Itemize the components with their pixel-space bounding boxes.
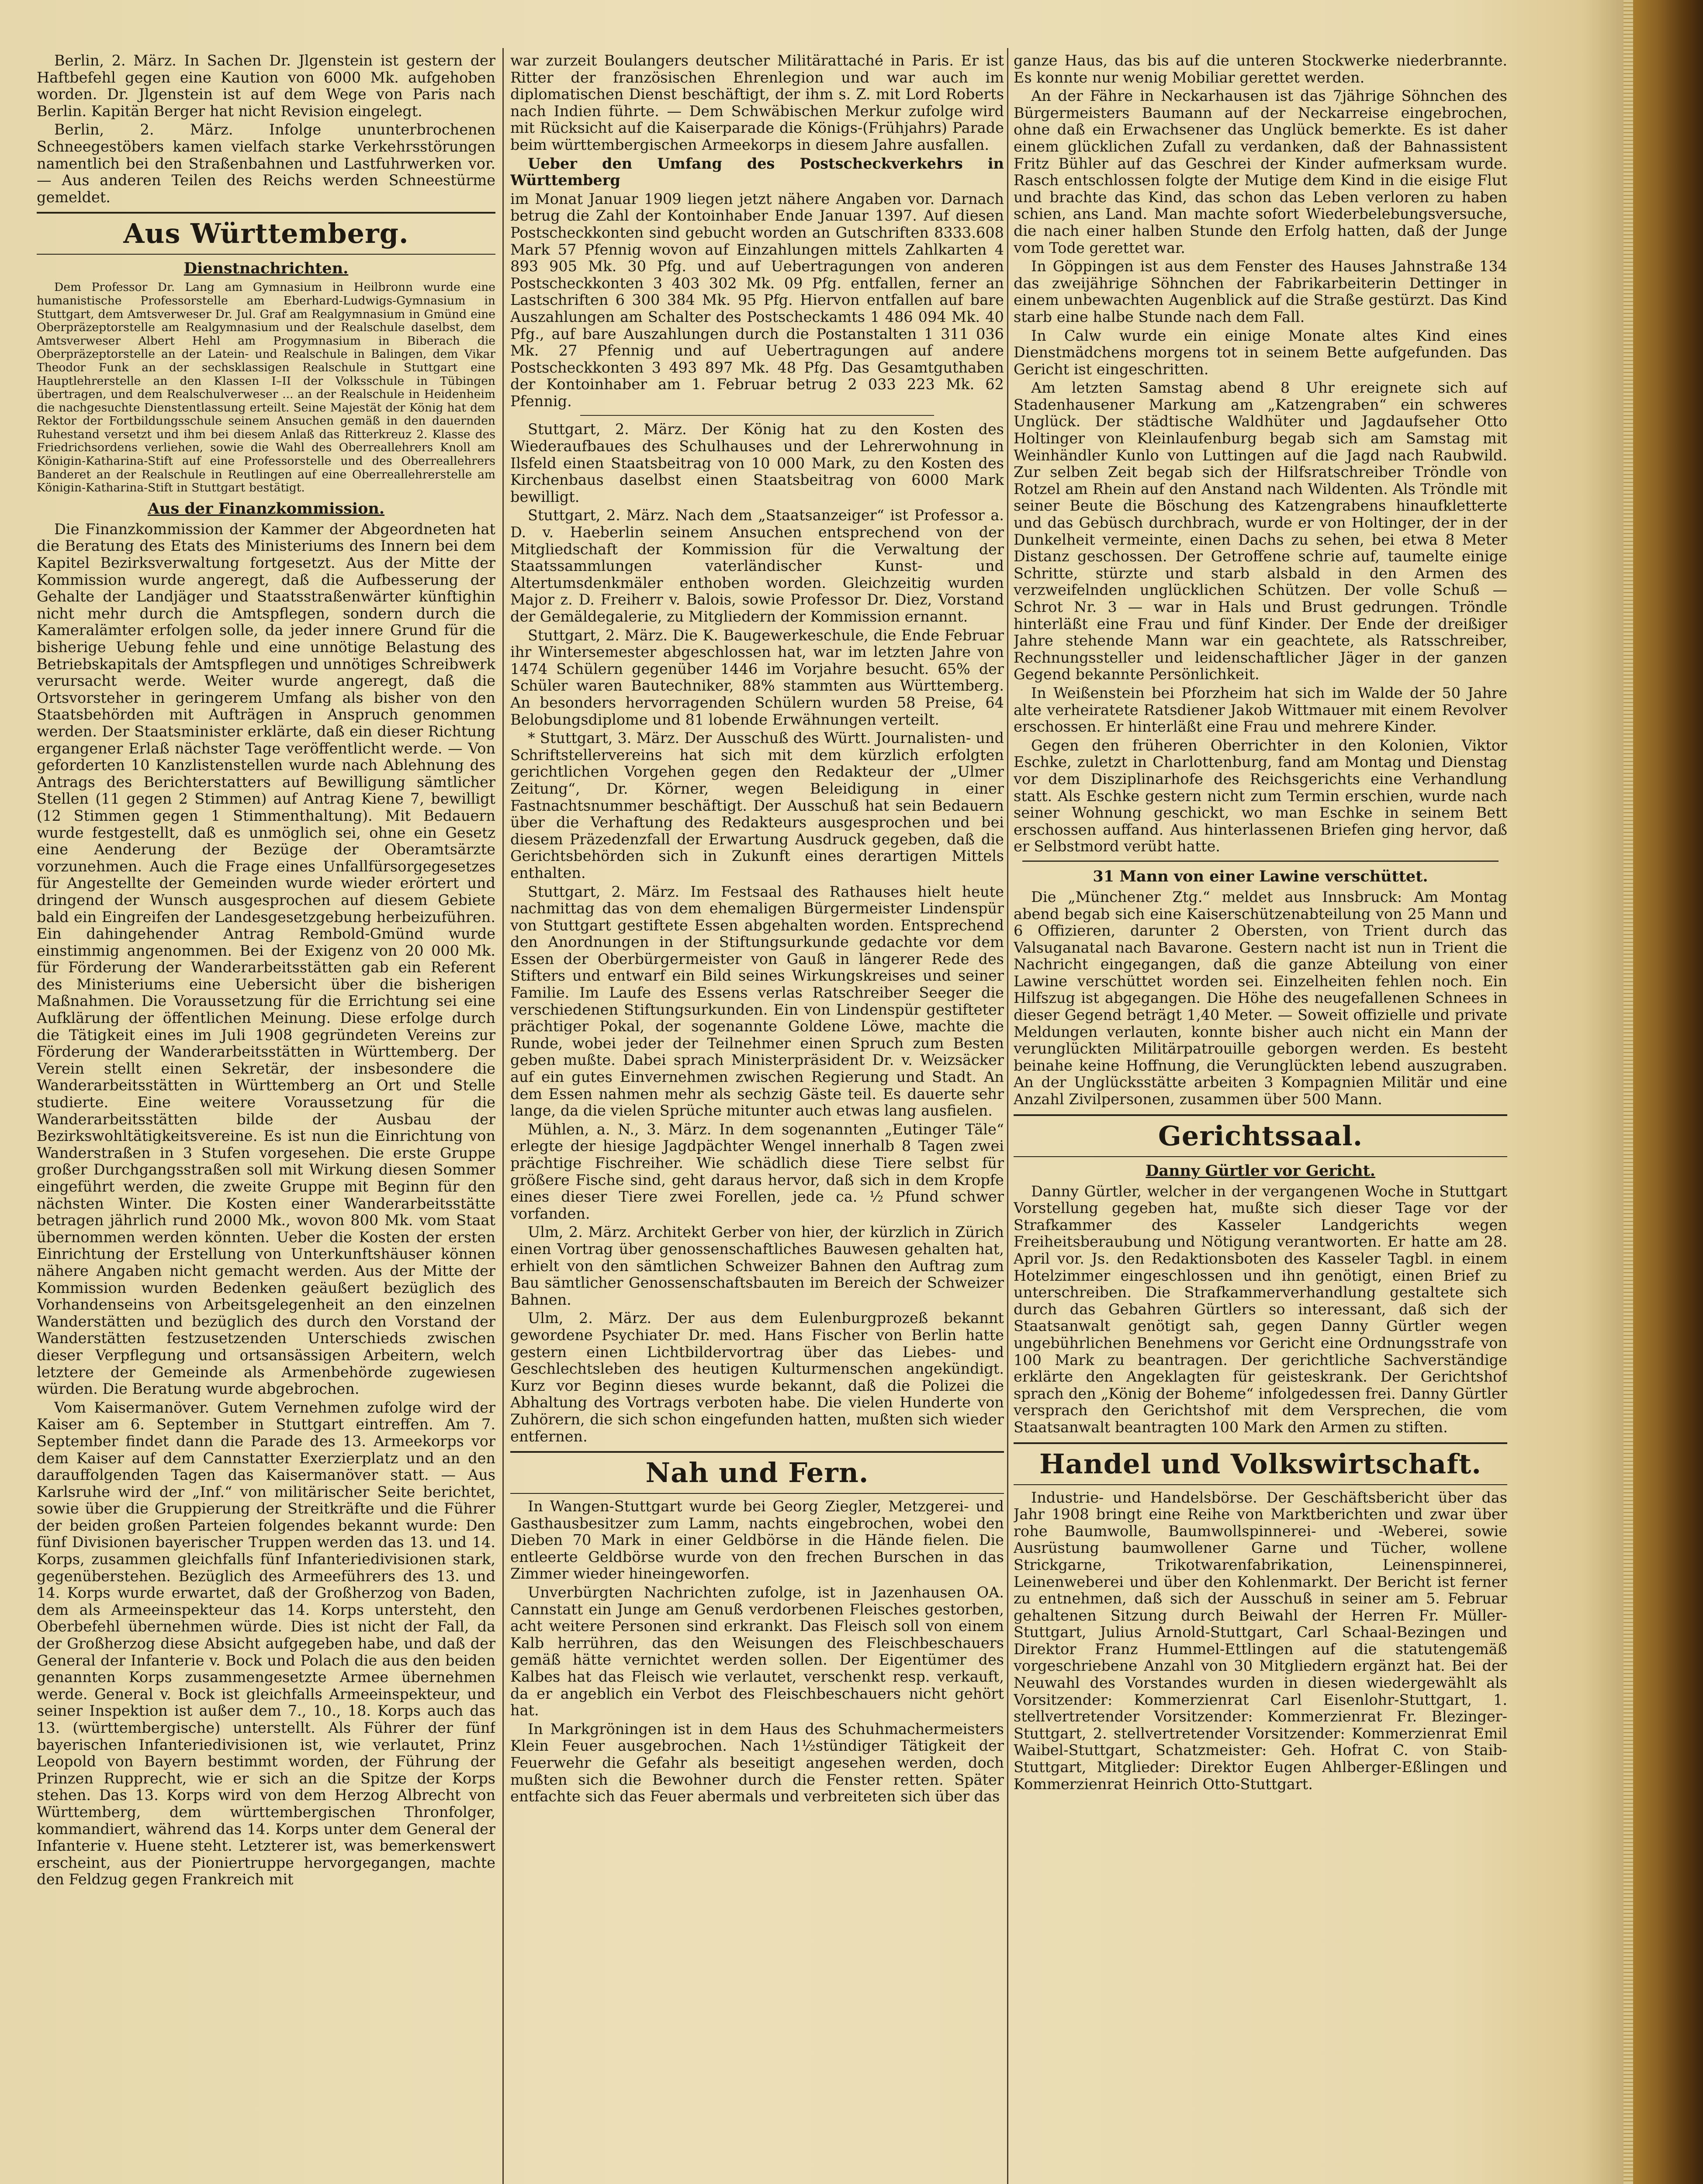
section-heading-handel: Handel und Volkswirtschaft.: [1014, 1442, 1507, 1485]
column-3: [1014, 52, 1507, 2184]
section-heading-wuerttemberg: Aus Württemberg.: [37, 212, 495, 255]
column-1: [37, 52, 495, 2184]
article-markgroeningen: In Markgröningen ist in dem Haus des Schuhmachermeisters Klein Feuer ausgebrochen. Nach 1½stündiger Tätigkeit der Feuerwehr die Gefahr als beseitigt angesehen werden, doch mußten sich die Bewohner durch die Fenster retten. Später entfachte sich das Feuer abermals und verbreiteten sich über das: [510, 1720, 1004, 1805]
article-wangen: In Wangen-Stuttgart wurde bei Georg Ziegler, Metzgerei- und Gasthausbesitzer zum Lamm, nachts eingebrochen, wobei den Dieben 70 Mark in einer Geldbörse in die Hände fielen. Die entleerte Geldbörse wurde von den frechen Burschen in das Zimmer wieder hineingeworfen.: [510, 1498, 1004, 1583]
article-goeppingen: In Göppingen ist aus dem Fenster des Hauses Jahnstraße 134 das zweijährige Söhnchen der Fabrikarbeiterin Dettinger in einem unbewachten Augenblick auf die Straße gestürzt. Das Kind starb eine halbe Stunde nach dem Fall.: [1014, 258, 1507, 325]
article-stuttgart-5: Stuttgart, 2. März. Im Festsaal des Rathauses hielt heute nachmittag das von dem ehemaligen Bürgermeister Lindenspür von Stuttgart gestiftete Essen abgehalten worden. Entsprechend den Anordnungen in der Stiftungsurkunde gedachte vor dem Essen der Oberbürgermeister von Gauß in längerer Rede des Stifters und entwarf ein Bild seines Wirkungskreises und seiner Familie. Im Laufe des Essens verlas Ratschreiber Seeger die verschiedenen Stiftungsurkunden. Ein von Lindenspür gestifteter prächtiger Pokal, der sogenannte Goldene Löwe, machte die Runde, wobei jeder der Teilnehmer einen Spruch zum Besten geben mußte. Dabei sprach Ministerpräsident Dr. v. Weizsäcker auf ein gutes Einvernehmen zwischen Regierung und Stadt. An dem Essen nahmen mehr als sechzig Gäste teil. Es dauerte sehr lange, da die vielen Sprüche mitunter auch etwas lang ausfielen.: [510, 883, 1004, 1120]
section-heading-nah-und-fern: Nah und Fern.: [510, 1451, 1004, 1494]
heading-finanzkommission: Aus der Finanzkommission.: [147, 499, 385, 518]
heading-lawine: 31 Mann von einer Lawine verschüttet.: [1093, 867, 1428, 885]
article-kaisermanoever: Vom Kaisermanöver. Gutem Vernehmen zufolge wird der Kaiser am 6. September in Stuttgart eintreffen. Am 7. September findet dann die Parade des 13. Armeekorps vor dem Kaiser auf dem Cannstatter Exerzierplatz und an den darauffolgenden Tagen das Kaisermanöver statt. — Aus Karlsruhe wird der „Inf.“ von militärischer Seite berichtet, sowie über die Gruppierung der Streitkräfte und die Führer der beiden großen Parteien folgendes bekannt wurde: Den fünf Divisionen bayerischer Truppen werden das 13. und 14. Korps, zusammen gleichfalls fünf Infanteriedivisionen stark, gegenüberstehen. Bezüglich des Armeeführers des 13. und 14. Korps wurde erwartet, daß der Großherzog von Baden, dem als Armeeinspekteur das 14. Korps untersteht, den Oberbefehl übernehmen würde. Dies ist nicht der Fall, da der Großherzog diese Absicht aufgegeben habe, und daß der General der Infanterie v. Bock und Polach die aus den beiden genannten Korps zusammengesetzte Armee übernehmen werde. General v. Bock ist gleichfalls Armeeinspekteur, und seiner Inspektion ist außer dem 7., 10., 18. Korps auch das 13. (württembergische) unterstellt. Als Führer der fünf bayerischen Infanteriedivisionen ist, wie verlautet, Prinz Leopold von Bayern bestimmt worden, der Führung der Prinzen Rupprecht, wie er sich an die Spitze der Korps stehen. Das 13. Korps wird von dem Herzog Albrecht von Württemberg, dem württembergischen Thronfolger, kommandiert, während das 14. Korps unter dem General der Infanterie v. Huene steht. Letzterer ist, was bemerkenswert erscheint, aus der Pioniertruppe hervorgegangen, machte den Feldzug gegen Frankreich mit: [37, 1399, 495, 1888]
article-danny-guertler: Danny Gürtler, welcher in der vergangenen Woche in Stuttgart Vorstellung gegeben hat, mußte sich dieser Tage vor der Strafkammer des Kasseler Landgerichts wegen Freiheitsberaubung und Nötigung verantworten. Er hatte am 28. April vor. Js. den Redaktionsboten des Kasseler Tagbl. in einem Hotelzimmer eingeschlossen und ihn genötigt, einen Brief zu unterschreiben. Die Strafkammerverhandlung gestaltete sich durch das Gebahren Gürtlers so interessant, daß sich der Staatsanwalt genötigt sah, gegen Danny Gürtler wegen ungebührlichen Benehmens vor Gericht eine Ordnungsstrafe von 100 Mark zu beantragen. Der gerichtliche Sachverständige erklärte den Angeklagten für geisteskrank. Der Gerichtshof sprach den „König der Boheme“ infolgedessen frei. Danny Gürtler versprach den Gerichtshof mit dem Versprechen, die vom Staatsanwalt beantragten 100 Mark den Armen zu stiften.: [1014, 1182, 1507, 1436]
article-muehlen: Mühlen, a. N., 3. März. In dem sogenannten „Eutinger Täle“ erlegte der hiesige Jagdpächter Wengel innerhalb 8 Tagen zwei prächtige Fischreiher. Wie schädlich diese Tiere selbst für größere Fische sind, geht daraus hervor, daß sich in dem Kropfe eines dieser Tiere zwei Forellen, jede ca. ½ Pfund schwer vorfanden.: [510, 1120, 1004, 1222]
heading-dienstnachrichten: Dienstnachrichten.: [183, 259, 349, 278]
article-stuttgart-2: Stuttgart, 2. März. Nach dem „Staatsanzeiger“ ist Professor a. D. v. Haeberlin seinem Ansuchen entsprechend von der Mitgliedschaft der Kommission für die Verwaltung der Staatssammlungen vaterländischer Kunst- und Altertumsdenkmäler enthoben worden. Gleichzeitig wurden Major z. D. Freiherr v. Balois, sowie Professor Dr. Diez, Vorstand der Gemäldegalerie, zu Mitgliedern der Kommission ernannt.: [510, 507, 1004, 625]
article-berlin-1: Berlin, 2. März. In Sachen Dr. Jlgenstein ist gestern der Haftbefehl gegen eine Kaution von 6000 Mk. aufgehoben worden. Dr. Jlgenstein ist auf dem Wege von Paris nach Berlin. Kapitän Berger hat nicht Revision eingelegt.: [37, 52, 495, 120]
article-ulm-1: Ulm, 2. März. Architekt Gerber von hier, der kürzlich in Zürich einen Vortrag über genossenschaftliches Bauwesen gehalten hat, erhielt von den sämtlichen Schweizer Bahnen den Auftrag zum Bau sämtlicher Genossenschaftsbauten im Bereich der Schweizer Bahnen.: [510, 1223, 1004, 1308]
column-rule: [502, 48, 504, 2184]
article-postscheck: im Monat Januar 1909 liegen jetzt nähere Angaben vor. Darnach betrug die Zahl der Kontoinhaber Ende Januar 1397. Auf diesen Postscheckkonten sind gebucht worden an Gutschriften 8333.608 Mark 57 Pfennig wovon auf Einzahlungen mittels Zahlkarten 4 893 905 Mk. 30 Pfg. und auf Uebertragungen von anderen Postscheckkonten 3 403 302 Mk. 09 Pfg. entfallen, ferner an Lastschriften 6 300 384 Mk. 95 Pfg. Hiervon entfallen auf bare Auszahlungen am Schalter des Postscheckamts 1 486 094 Mk. 40 Pfg., auf bare Auszahlungen durch die Postanstalten 1 311 036 Mk. 27 Pfennig und auf Uebertragungen auf andere Postscheckkonten 3 493 897 Mk. 48 Pfg. Das Gesamtguthaben der Kontoinhaber am 1. Februar betrug 2 033 223 Mk. 62 Pfennig.: [510, 190, 1004, 410]
article-neckarhausen: An der Fähre in Neckarhausen ist das 7jährige Söhnchen des Bürgermeisters Baumann auf der Neckarreise eingebrochen, ohne daß ein Erwachsener das Unglück bemerkte. Es ist daher einem glücklichen Zufall zu verdanken, daß der Bahnassistent Fritz Bühler auf das Geschrei der Kinder aufmerksam wurde. Rasch entschlossen folgte der Mutige dem Kind in die eisige Flut und brachte das Kind, das schon das Leben verloren zu haben schien, ans Land. Man machte sofort Wiederbelebungsversuche, die nach einer halben Stunde den Erfolg hatten, daß der Junge vom Tode gerettet war.: [1014, 87, 1507, 256]
column-2: [510, 52, 1004, 2184]
book-binding: [1633, 0, 1703, 2184]
article-jazenhausen: Unverbürgten Nachrichten zufolge, ist in Jazenhausen OA. Cannstatt ein Junge am Genuß verdorbenen Fleisches gestorben, acht weitere Personen sind erkrankt. Das Fleisch soll von einem Kalb herrühren, das den Weisungen des Fleischbeschauers gemäß hätte vernichtet werden sollen. Der Eigentümer des Kalbes hat das Fleisch wie verlautet, verschenkt resp. verkauft, da er angeblich ein Verbot des Fleischbeschauers nicht gehört hat.: [510, 1584, 1004, 1719]
article-weissenstein: In Weißenstein bei Pforzheim hat sich im Walde der 50 Jahre alte verheiratete Ratsdiener Jakob Wittmauer mit einem Revolver erschossen. Er hinterläßt eine Frau und mehrere Kinder.: [1014, 684, 1507, 736]
article-continuation: ganze Haus, das bis auf die unteren Stockwerke niederbrannte. Es konnte nur wenig Mobiliar gerettet werden.: [1014, 52, 1507, 86]
article-eschke: Gegen den früheren Oberrichter in den Kolonien, Viktor Eschke, zuletzt in Charlottenburg, fand am Montag und Dienstag vor dem Disziplinarhofe des Reichsgerichts eine Verhandlung statt. Als Eschke gestern nicht zum Termin erschien, wurde nach seiner Wohnung geschickt, wo man Eschke in seinem Bett erschossen auffand. Aus hinterlassenen Briefen ging hervor, daß er Selbstmord verübt hatte.: [1014, 736, 1507, 855]
column-rule: [1007, 48, 1008, 2184]
article-dienstnachrichten: Dem Professor Dr. Lang am Gymnasium in Heilbronn wurde eine humanistische Professorstelle am Eberhard-Ludwigs-Gymnasium in Stuttgart, dem Amtsverweser Dr. Jul. Graf am Realgymnasium in Gmünd eine Oberpräzeptorstelle am Realgymnasium und der Realschule daselbst, dem Amtsverweser Albert Hehl am Progymnasium in Biberach die Oberpräzeptorstelle an der Latein- und Realschule in Balingen, dem Vikar Theodor Funk an der sechsklassigen Realschule in Stuttgart eine Hauptlehrerstelle an den Klassen I–II der Volksschule in Tübingen übertragen, und dem Realschulverweser ... an der Realschule in Heidenheim die nachgesuchte Dienstentlassung erteilt. Seine Majestät der König hat dem Rektor der Fortbildungsschule seinem Ansuchen gemäß in den dauernden Ruhestand versetzt und ihm bei diesem Anlaß das Ritterkreuz 2. Klasse des Friedrichsordens verliehen, sowie die Wahl des Oberreallehrers Knoll am Königin-Katharina-Stift auf eine Professorstelle und des Oberreallehrers Banderet an der Realschule in Reutlingen auf eine Oberreallehrerstelle am Königin-Katharina-Stift in Stuttgart bestätigt.: [37, 280, 495, 495]
article-stadenhausen: Am letzten Samstag abend 8 Uhr ereignete sich auf Stadenhausener Markung am „Katzengraben“ ein schweres Unglück. Der städtische Waldhüter und Jagdaufseher Otto Holtinger von Kleinlaufenburg begab sich am Samstag mit Weinhändler Kunlo von Luttingen auf die Jagd nach Raubwild. Zur selben Zeit begab sich der Hilfsratschreiber Tröndle von Rotzel am Rhein auf den Anstand nach Wildenten. Als Tröndle mit seiner Beute die Böschung des Katzengrabens hinaufkletterte und das Gebüsch durchbrach, wurde er von Holtinger, der in der Dunkelheit vermeinte, einen Dachs zu sehen, bei etwa 8 Meter Distanz geschossen. Der Getroffene schrie auf, taumelte einige Schritte, stürzte und starb alsbald in den Armen des verzweifelnden unglücklichen Schützen. Der volle Schuß — Schrot Nr. 3 — war in Hals und Brust gedrungen. Tröndle hinterläßt eine Frau und fünf Kinder. Der Ende der dreißiger Jahre stehende Mann war ein geachtete, als Ratsschreiber, Rechnungssteller und leidenschaftlicher Jäger in der ganzen Gegend bekannte Persönlichkeit.: [1014, 379, 1507, 683]
section-heading-gerichtssaal: Gerichtssaal.: [1014, 1114, 1507, 1157]
page-shadow: [1584, 0, 1623, 2184]
article-stuttgart-1: Stuttgart, 2. März. Der König hat zu den Kosten des Wiederaufbaues des Schulhauses und der Lehrerwohnung in Ilsfeld einen Staatsbeitrag von 10 000 Mark, zu den Kosten des Kirchenbaus daselbst einen Staatsbeitrag von 6000 Mark bewilligt.: [510, 421, 1004, 505]
article-ulm-2: Ulm, 2. März. Der aus dem Eulenburgprozeß bekannt gewordene Psychiater Dr. med. Hans Fischer von Berlin hatte gestern einen Lichtbildervortrag über das Liebes- und Geschlechtsleben des heutigen Kulturmenschen angekündigt. Kurz vor Beginn dieses wurde bekannt, daß die Polizei die Abhaltung des Vortrags verboten habe. Die vielen Hunderte von Zuhörern, die sich schon eingefunden hatten, mußten sich wieder entfernen.: [510, 1310, 1004, 1445]
article-stuttgart-4: * Stuttgart, 3. März. Der Ausschuß des Württ. Journalisten- und Schriftstellervereins hat sich mit dem kürzlich erfolgten gerichtlichen Vorgehen gegen den Redakteur der „Ulmer Zeitung“, Dr. Körner, wegen Beleidigung in einer Fastnachtsnummer beschäftigt. Der Ausschuß hat sein Bedauern über die Verhaftung des Redakteurs ausgesprochen und bei diesem Präzedenzfall der Erwartung Ausdruck gegeben, daß die Gerichtsbehörden sich in Zukunft eines derartigen Mittels enthalten.: [510, 729, 1004, 881]
heading-danny-guertler: Danny Gürtler vor Gericht.: [1146, 1161, 1375, 1180]
article-berlin-2: Berlin, 2. März. Infolge ununterbrochenen Schneegestöbers kamen vielfach starke Verkehrsstörungen namentlich bei den Straßenbahnen und Lastfuhrwerken vor. — Aus anderen Teilen des Reichs werden Schneestürme gemeldet.: [37, 121, 495, 206]
heading-postscheck: Ueber den Umfang des Postscheckverkehrs in Württemberg: [510, 155, 1004, 189]
article-stuttgart-3: Stuttgart, 2. März. Die K. Baugewerkeschule, die Ende Februar ihr Wintersemester abgeschlossen hat, war im letzten Jahre von 1474 Schülern gegenüber 1446 im Vorjahre besucht. 65% der Schüler waren Bautechniker, 88% stammten aus Württemberg. An besonders hervorragenden Schülern wurden 58 Preise, 64 Belobungsdiplome und 81 lobende Erwähnungen verteilt.: [510, 626, 1004, 728]
article-handelsboerse: Industrie- und Handelsbörse. Der Geschäftsbericht über das Jahr 1908 bringt eine Reihe von Marktberichten und zwar über rohe Baumwolle, Baumwollspinnerei- und -Weberei, sowie Ausrüstung baumwollener Garne und Tücher, wollene Strickgarne, Trikotwarenfabrikation, Leinenspinnerei, Leinenweberei und über den Kohlenmarkt. Der Bericht ist ferner zu entnehmen, daß sich der Ausschuß in seiner am 5. Februar gehaltenen Sitzung durch Beiwahl der Herren Fr. Müller-Stuttgart, Julius Arnold-Stuttgart, Carl Schaal-Bezingen und Direktor Franz Hummel-Ettlingen auf die statutengemäß vorgeschriebene Anzahl von 30 Mitgliedern ergänzt hat. Bei der Neuwahl des Vorstandes wurden in diesen wiedergewählt als Vorsitzender: Kommerzienrat Carl Eisenlohr-Stuttgart, 1. stellvertretender Vorsitzender: Kommerzienrat Fr. Blezinger-Stuttgart, 2. stellvertretender Vorsitzender: Kommerzienrat Emil Waibel-Stuttgart, Schatzmeister: Geh. Hofrat C. von Staib-Stuttgart, Mitglieder: Direktor Eugen Ahlberger-Eßlingen und Kommerzienrat Heinrich Otto-Stuttgart.: [1014, 1489, 1507, 1793]
page-edges: [1623, 0, 1633, 2184]
separator: [1022, 860, 1499, 862]
article-finanzkommission: Die Finanzkommission der Kammer der Abgeordneten hat die Beratung des Etats des Ministeriums des Innern bei dem Kapitel Bezirksverwaltung fortgesetzt. Aus der Mitte der Kommission wurde angeregt, daß die Aufbesserung der Gehalte der Landjäger und Staatsstraßenwärter künftighin nicht mehr durch die Amtspflegen, sondern durch die Kameralämter erfolgen solle, da jeder innere Grund für die bisherige Uebung fehle und eine unnötige Belastung des Betriebskapitals der Amtspflegen und unnötiges Schreibwerk verursacht werde. Weiter wurde angeregt, daß die Ortsvorsteher in geringerem Umfang als bisher von den Staatsbehörden mit Aufträgen in Anspruch genommen werden. Der Staatsminister erklärte, daß ein dieser Richtung ergangener Erlaß nächster Tage veröffentlicht werde. — Von geforderten 10 Kanzlistenstellen wurde nach Ablehnung des Antrags des Berichterstatters auf Bewilligung sämtlicher Stellen (11 gegen 2 Stimmen) auf Antrag Kiene 7, bewilligt (12 Stimmen gegen 1 Stimmenthaltung). Mit Bedauern wurde festgestellt, daß es unmöglich sei, ohne ein Gesetz eine Aenderung der Bezüge der Oberamtsärzte vorzunehmen. Auch die Frage eines Unfallfürsorgegesetzes für Angestellte der Gemeinden wurde wieder erörtert und dringend der Wunsch ausgesprochen auf diesem Gebiete bald ein Eingreifen der Landesgesetzgebung herbeizuführen. Ein dahingehender Antrag Rembold-Gmünd wurde einstimmig angenommen. Bei der Exigenz von 20 000 Mk. für Förderung der Wanderarbeitsstätten gab ein Referent des Ministeriums eine Uebersicht über die bisherigen Maßnahmen. Die Voraussetzung für die Errichtung sei eine Aufklärung der öffentlichen Meinung. Diese erfolge durch die Tätigkeit eines im Juli 1908 gegründeten Vereins zur Förderung der Wanderarbeitsstätten in Württemberg. Der Verein stellt einen Sekretär, der insbesondere die Wanderarbeitsstätten in Württemberg an Ort und Stelle studierte. Eine weitere Voraussetzung für die Wanderarbeitsstätten bilde der Ausbau der Bezirkswohltätigkeitsvereine. Es ist nun die Einrichtung von Wanderstraßen in 3 Stufen vorgesehen. Die erste Gruppe großer Durchgangsstraßen soll mit Wirkung diesen Sommer eingeführt werden, die zweite Gruppe mit Beginn für den nächsten Winter. Die Kosten einer Wanderarbeitsstätte betragen jährlich rund 2000 Mk., wovon 800 Mk. vom Staat übernommen werden könnten. Ueber die Kosten der ersten Einrichtung der Erstellung von Unterkunftshäuser können nähere Angaben nicht gemacht werden. Aus der Mitte der Kommission wurden Bedenken geäußert bezüglich des Vorhandenseins von Arbeitsgelegenheit an den einzelnen Wanderstätten und bezüglich des durch den Vorstand der Wanderstätten festzusetzenden Unterschieds zwischen dieser Verpflegung und ortsansässigen Arbeitern, welch letztere der Gemeinde als Armenbehörde zugewiesen würden. Die Beratung wurde abgebrochen.: [37, 520, 495, 1398]
separator: [580, 415, 934, 416]
article-lawine: Die „Münchener Ztg.“ meldet aus Innsbruck: Am Montag abend begab sich eine Kaiserschützenabteilung von 25 Mann und 6 Offizieren, darunter 2 Obersten, von Trient durch das Valsuganatal nach Bavarone. Gestern nacht ist nun in Trient die Nachricht eingegangen, daß die ganze Abteilung von einer Lawine verschüttet worden sei. Einzelheiten fehlen noch. Ein Hilfszug ist abgegangen. Die Höhe des neugefallenen Schnees in dieser Gegend beträgt 1,40 Meter. — Soweit offizielle und private Meldungen verlauten, konnte bisher auch nicht ein Mann der verunglückten Militärpatrouille geborgen werden. Es besteht beinahe keine Hoffnung, die Verunglückten lebend auszugraben. An der Unglücksstätte arbeiten 3 Kompagnien Militär und eine Anzahl Zivilpersonen, zusammen über 500 Mann.: [1014, 888, 1507, 1108]
article-continuation: war zurzeit Boulangers deutscher Militärattaché in Paris. Er ist Ritter der französischen Ehrenlegion und war auch im diplomatischen Dienst beschäftigt, der ihm s. Z. mit Lord Roberts nach Indien führte. — Dem Schwäbischen Merkur zufolge wird mit Rücksicht auf die Kaiserparade die Königs-(Frühjahrs) Parade beim württembergischen Armeekorps in diesem Jahre ausfallen.: [510, 52, 1004, 153]
article-calw: In Calw wurde ein einige Monate altes Kind eines Dienstmädchens morgens tot in seinem Bette aufgefunden. Das Gericht ist eingeschritten.: [1014, 327, 1507, 378]
